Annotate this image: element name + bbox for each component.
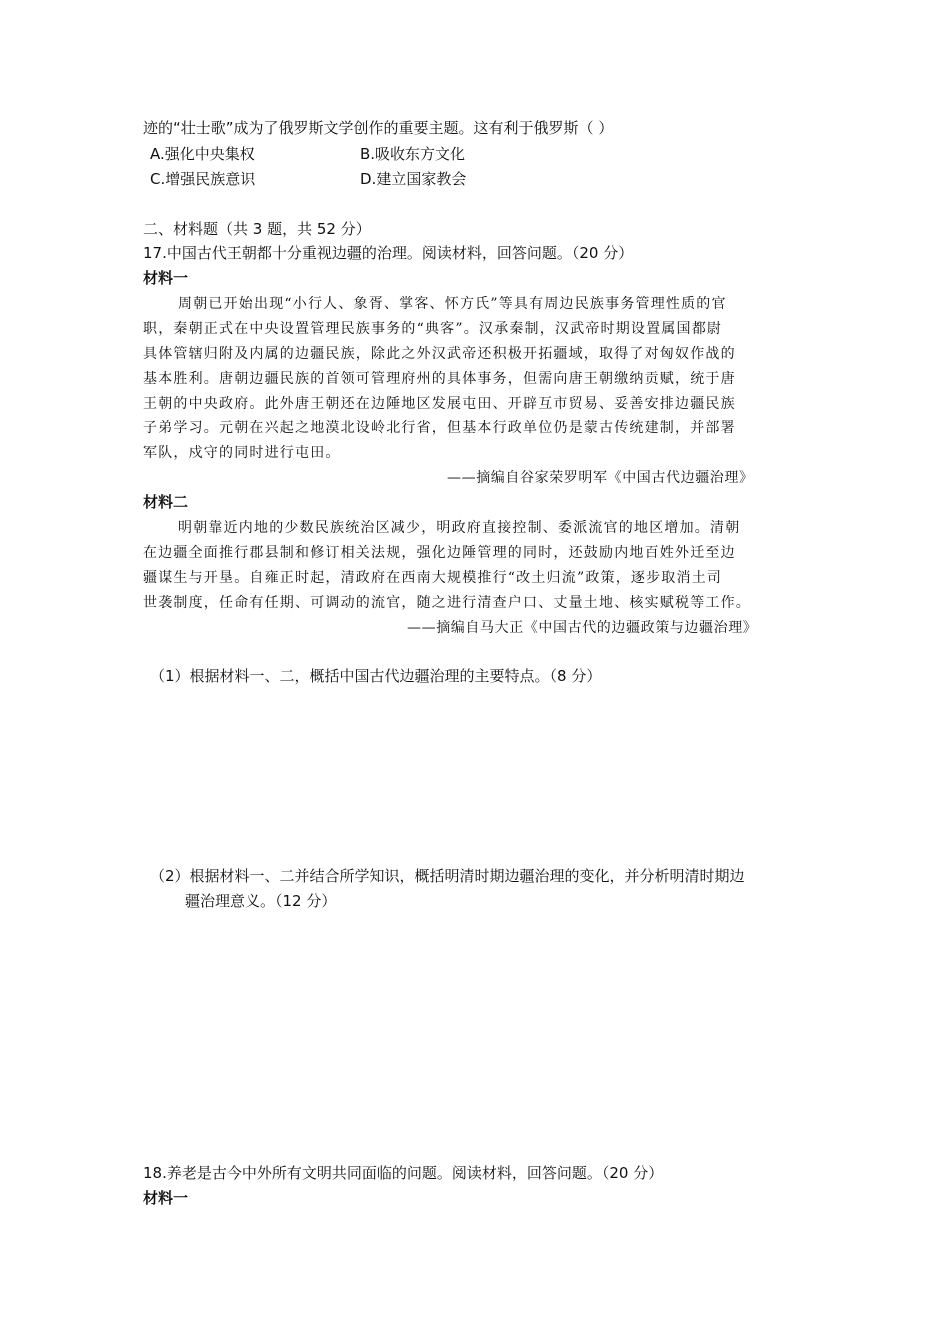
q17-title: 17.中国古代王朝都十分重视边疆的治理。阅读材料，回答问题。（20 分） [143,244,634,262]
q17-m2-line: 明朝靠近内地的少数民族统治区减少，明政府直接控制、委派流官的地区增加。清朝 [178,520,741,536]
q17-m2-source: ——摘编自马大正《中国古代的边疆政策与边疆治理》 [407,620,758,636]
q17-material1-label: 材料一 [143,269,189,287]
q16-stem-tail: 迹的“壮士歌”成为了俄罗斯文学创作的重要主题。这有利于俄罗斯（ ） [143,119,614,137]
q17-m1-line: 子弟学习。元朝在兴起之地漠北设岭北行省，但基本行政单位仍是蒙古传统建制，并部署 [143,420,736,436]
q17-m2-line: 在边疆全面推行郡县制和修订相关法规，强化边陲管理的同时，还鼓励内地百姓外迁至边 [143,545,736,561]
q17-m1-line: 军队，戍守的同时进行屯田。 [143,445,341,461]
q17-m1-source: ——摘编自谷家荣罗明军《中国古代边疆治理》 [447,470,754,486]
q17-m1-line: 职，秦朝正式在中央设置管理民族事务的“典客”。汉承秦制，汉武帝时期设置属国都尉 [143,321,723,337]
q18-material1-label: 材料一 [143,1189,189,1207]
q18-title: 18.养老是古今中外所有文明共同面临的问题。阅读材料，回答问题。（20 分） [143,1164,664,1182]
q16-option-a: A.强化中央集权 [150,145,255,163]
q17-m1-line: 基本胜利。唐朝边疆民族的首领可管理府州的具体事务，但需向唐王朝缴纳贡赋，统于唐 [143,371,736,387]
q17-subquestion-2-cont: 疆治理意义。（12 分） [185,892,337,910]
q17-subquestion-2: （2）根据材料一、二并结合所学知识，概括明清时期边疆治理的变化，并分析明清时期边 [150,867,745,885]
section2-title: 二、材料题（共 3 题，共 52 分） [143,220,371,238]
q17-m1-line: 王朝的中央政府。此外唐王朝还在边陲地区发展屯田、开辟互市贸易、妥善安排边疆民族 [143,396,736,412]
q17-material2-label: 材料二 [143,493,189,511]
q16-option-b: B.吸收东方文化 [360,145,466,163]
q17-m2-line: 世袭制度，任命有任期、可调动的流官，随之进行清查户口、丈量土地、核实赋税等工作。 [143,595,751,611]
q17-m2-line: 疆谋生与开垦。自雍正时起，清政府在西南大规模推行“改土归流”政策，逐步取消土司 [143,570,723,586]
q16-option-c: C.增强民族意识 [150,170,256,188]
q16-option-d: D.建立国家教会 [360,170,467,188]
q17-m1-line: 具体管辖归附及内属的边疆民族，除此之外汉武帝还积极开拓疆域，取得了对匈奴作战的 [143,346,736,362]
q17-subquestion-1: （1）根据材料一、二，概括中国古代边疆治理的主要特点。（8 分） [150,667,602,685]
q17-m1-line: 周朝已开始出现“小行人、象胥、掌客、怀方氏”等具有周边民族事务管理性质的官 [178,296,727,312]
